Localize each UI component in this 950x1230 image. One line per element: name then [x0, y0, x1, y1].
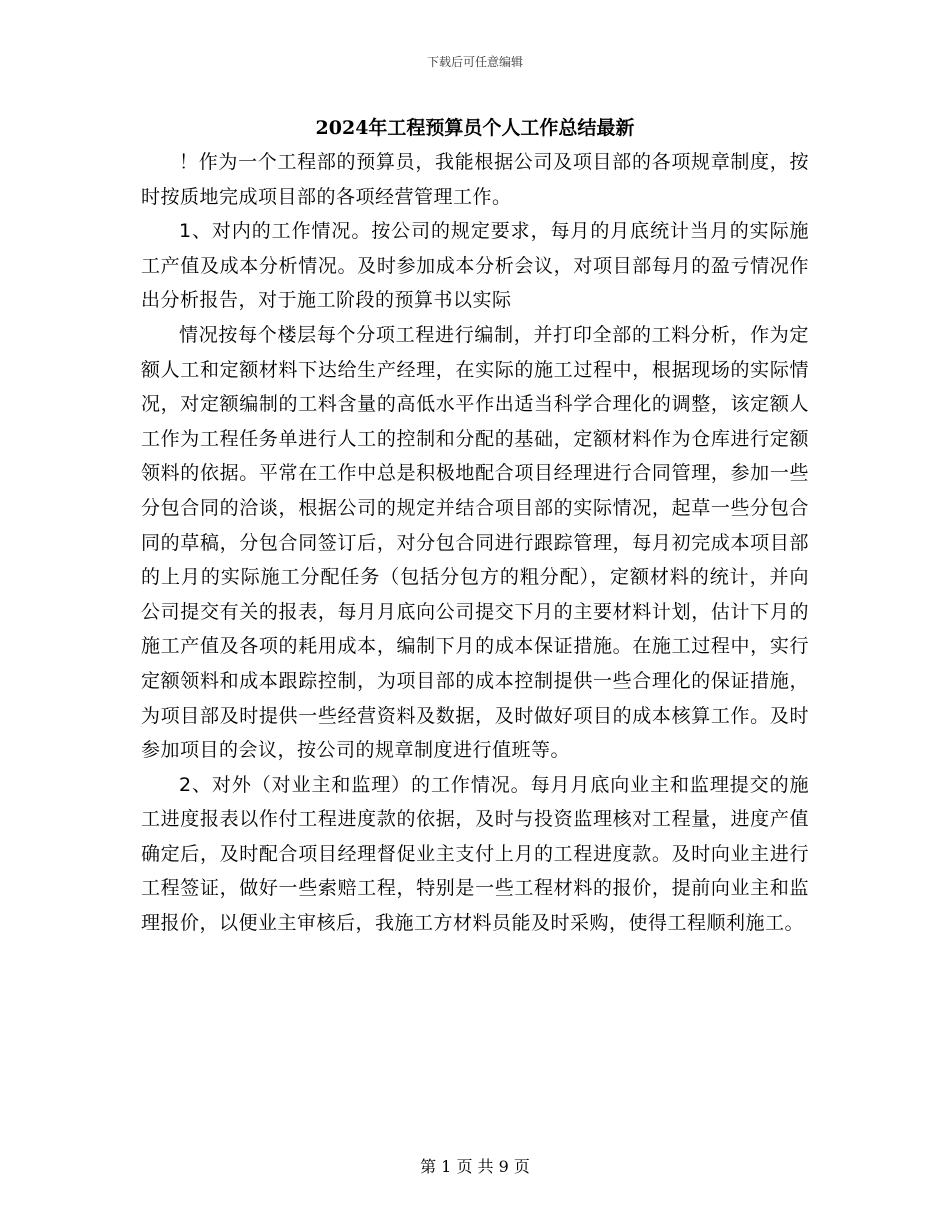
paragraph-internal-work-continued: 情况按每个楼层每个分项工程进行编制，并打印全部的工料分析，作为定额人工和定额材料下达给生产经理，在实际的施工过程中，根据现场的实际情况，对定额编制的工料含量的高低水平作出适当科学合理化的调整，该定额人工作为工程任务单进行人工的控制和分配的基础，定额材料作为仓库进行定额领料的依据。平常在工作中总是积极地配合项目经理进行合同管理，参加一些分包合同的洽谈，根据公司的规定并结合项目部的实际情况，起草一些分包合同的草稿，分包合同签订后，对分包合同进行跟踪管理，每月初完成本项目部的上月的实际施工分配任务（包括分包方的粗分配），定额材料的统计，并向公司提交有关的报表，每月月底向公司提交下月的主要材料计划，估计下月的施工产值及各项的耗用成本，编制下月的成本保证措施。在施工过程中，实行定额领料和成本跟踪控制，为项目部的成本控制提供一些合理化的保证措施，为项目部及时提供一些经营资料及数据，及时做好项目的成本核算工作。及时参加项目的会议，按公司的规章制度进行值班等。 — [141, 323, 809, 762]
paragraph-intro: ！作为一个工程部的预算员，我能根据公司及项目部的各项规章制度，按时按质地完成项目部的各项经营管理工作。 — [141, 151, 809, 208]
page-header-note: 下载后可任意编辑 — [426, 55, 523, 69]
page-number-footer: 第 1 页 共 9 页 — [420, 1157, 530, 1176]
document-title: 2024年工程预算员个人工作总结最新 — [315, 117, 635, 139]
paragraph-external-work: 2、对外（对业主和监理）的工作情况。每月月底向业主和监理提交的施工进度报表以作付工程进度款的依据，及时与投资监理核对工程量，进度产值确定后，及时配合项目经理督促业主支付上月的工程进度款。及时向业主进行工程签证，做好一些索赔工程，特别是一些工程材料的报价，提前向业主和监理报价，以便业主审核后，我施工方材料员能及时采购，使得工程顺利施工。 — [141, 773, 809, 935]
paragraph-internal-work: 1、对内的工作情况。按公司的规定要求，每月的月底统计当月的实际施工产值及成本分析情况。及时参加成本分析会议，对项目部每月的盈亏情况作出分析报告，对于施工阶段的预算书以实际 — [141, 220, 809, 312]
document-body — [141, 145, 809, 941]
